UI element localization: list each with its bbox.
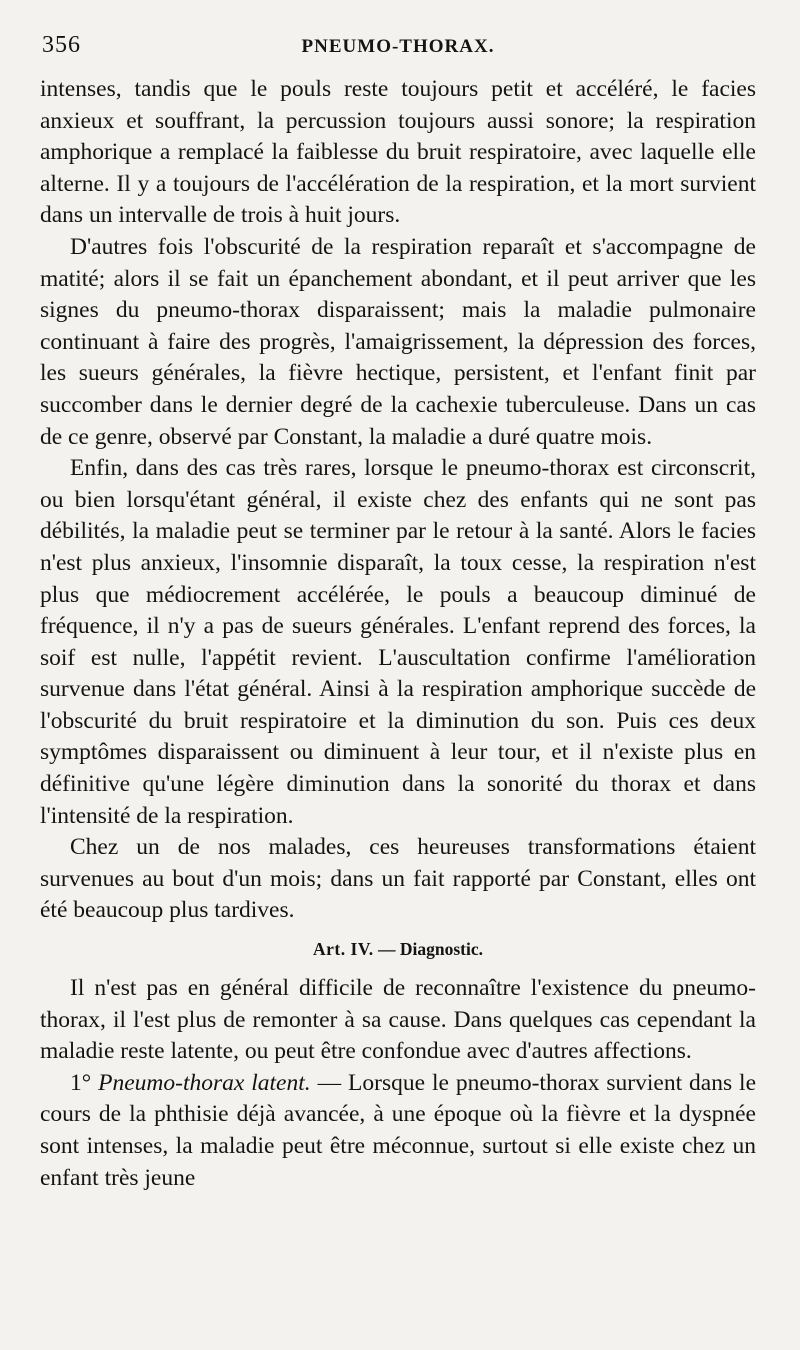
paragraph-continuation: intenses, tandis que le pouls reste toujours petit et accéléré, le facies anxieux et souffrant, la percussion toujours aussi sonore; la respiration amphorique a remplacé la faiblesse du bruit respiratoire, avec laquelle elle alterne. Il y a toujours de l'accélération de la respiration, et la mort survient dans un intervalle de trois à huit jours. <box>40 76 756 229</box>
section-heading <box>40 929 756 969</box>
paragraph: D'autres fois l'obscurité de la respiration reparaît et s'accompagne de matité; alors il se fait un épanchement abondant, et il peut arriver que les signes du pneumo-thorax disparaissent; mais la maladie pulmonaire continuant à faire des progrès, l'amaigrissement, la dépression des forces, les sueurs générales, la fièvre hectique, persistent, et l'enfant finit par succomber dans le dernier degré de la cachexie tuberculeuse. Dans un cas de ce genre, observé par Constant, la maladie a duré quatre mois. <box>40 233 756 450</box>
subsection-paragraph <box>40 1068 756 1194</box>
paragraph: Enfin, dans des cas très rares, lorsque le pneumo-thorax est circonscrit, ou bien lorsqu'étant général, il existe chez des enfants qui ne sont pas débilités, la maladie peut se terminer par le retour à la santé. Alors le facies n'est plus anxieux, l'insomnie disparaît, la toux cesse, la respiration n'est plus que médiocrement accélérée, le pouls a beaucoup diminué de fréquence, il n'y a pas de sueurs générales. L'enfant reprend des forces, la soif est nulle, l'appétit revient. L'auscultation confirme l'amélioration survenue dans l'état général. Ainsi à la respiration amphorique succède de l'obscurité du bruit respiratoire et la diminution du son. Puis ces deux symptômes disparaissent ou diminuent à leur tour, et il n'existe plus en définitive qu'une légère diminution dans la sonorité du thorax et dans l'intensité de la respiration. <box>40 455 756 829</box>
body-text <box>40 74 756 1194</box>
section-article-number: Art. IV. <box>313 939 374 960</box>
section-title: Diagnostic. <box>399 939 483 960</box>
section-dash: — <box>377 939 396 960</box>
subsection-title: Pneumo-thorax latent. <box>98 1069 311 1096</box>
page-number: 356 <box>42 32 81 58</box>
page-header <box>40 28 756 74</box>
running-title: PNEUMO-THORAX. <box>301 36 495 57</box>
subsection-number: 1° <box>70 1069 92 1096</box>
subsection-text: — Lorsque le pneumo-thorax survient dans le cours de la phthisie déjà avancée, à une époque où la fièvre et la dyspnée sont intenses, la maladie peut être méconnue, surtout si elle existe chez un enfant très jeune <box>40 1069 757 1191</box>
paragraph-diagnostic: Il n'est pas en général difficile de reconnaître l'existence du pneumo-thorax, il l'est plus de remonter à sa cause. Dans quelques cas cependant la maladie reste latente, ou peut être confondue avec d'autres affections. <box>40 975 756 1065</box>
paragraph: Chez un de nos malades, ces heureuses transformations étaient survenues au bout d'un mois; dans un fait rapporté par Constant, elles ont été beaucoup plus tardives. <box>40 834 756 924</box>
